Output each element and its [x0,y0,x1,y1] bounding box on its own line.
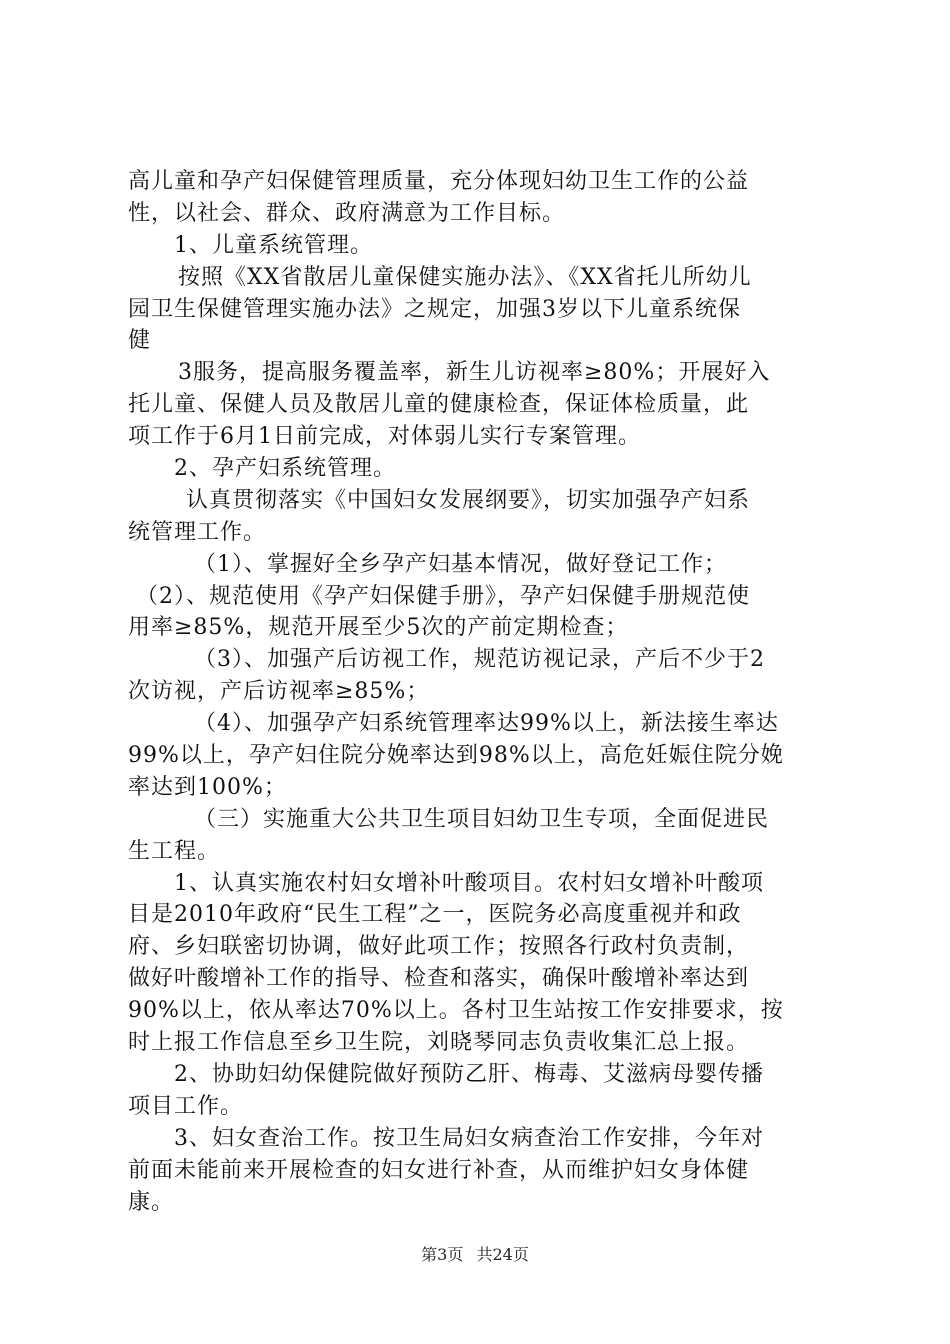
text-line: 率达到100%； [128,774,287,800]
text-line: 用率≥85%，规范开展至少5次的产前定期检查； [128,615,629,641]
text-line: 1、认真实施农村妇女增补叶酸项目。农村妇女增补叶酸项 [174,870,764,896]
text-line: 前面未能前来开展检查的妇女进行补查，从而维护妇女身体健 [128,1157,750,1183]
text-line: 府、乡妇联密切协调，做好此项工作；按照各行政村负责制， [128,934,750,960]
list-item: （1）、掌握好全乡孕产妇基本情况，做好登记工作； [194,551,727,577]
text-line: 90%以上，依从率达70%以上。各村卫生站按工作安排要求，按 [128,998,784,1024]
text-line: 高儿童和孕产妇保健管理质量，充分体现妇幼卫生工作的公益 [128,169,750,194]
text-line: 做好叶酸增补工作的指导、检查和落实，确保叶酸增补率达到 [128,966,750,992]
text-line: 99%以上，孕产妇住院分娩率达到98%以上，高危妊娠住院分娩 [128,743,784,769]
text-line: 托儿童、保健人员及散居儿童的健康检查，保证体检质量，此 [128,392,750,418]
text-line: 健 [128,328,152,354]
page-number: 第3页 [421,1245,464,1264]
text-line: 项工作于6月1日前完成，对体弱儿实行专案管理。 [128,424,641,450]
list-item: （4）、加强孕产妇系统管理率达99%以上，新法接生率达 [194,711,779,737]
list-item: （3）、加强产后访视工作，规范访视记录，产后不少于2 [194,647,765,673]
text-line: 时上报工作信息至乡卫生院，刘晓琴同志负责收集汇总上报。 [128,1030,750,1056]
text-line: 目是2010年政府“民生工程”之一，医院务必高度重视并和政 [128,902,742,928]
section-heading: （三）实施重大公共卫生项目妇幼卫生专项，全面促进民 [194,806,770,832]
text-line: 次访视，产后访视率≥85%； [128,679,430,705]
text-line: 统管理工作。 [128,519,267,545]
list-item: （2）、规范使用《孕产妇保健手册》，孕产妇保健手册规范使 [136,583,750,609]
text-line: 康。 [128,1189,175,1215]
document-body [128,166,828,1218]
page-total: 共24页 [476,1245,529,1264]
text-line: 认真贯彻落实《中国妇女发展纲要》，切实加强孕产妇系 [186,487,751,513]
text-line: 性，以社会、群众、政府满意为工作目标。 [128,200,566,226]
text-line: 2、协助妇幼保健院做好预防乙肝、梅毒、艾滋病母婴传播 [174,1061,764,1087]
text-line: 按照《XX省散居儿童保健实施办法》、《XX省托儿所幼儿 [178,264,752,290]
text-line: 3服务，提高服务覆盖率，新生儿访视率≥80%；开展好入 [178,360,771,386]
section-heading: 2、孕产妇系统管理。 [174,456,396,482]
text-line: 3、妇女查治工作。按卫生局妇女病查治工作安排，今年对 [174,1125,764,1151]
text-line: 项目工作。 [128,1093,244,1119]
text-line: 生工程。 [128,838,221,864]
page-footer [0,1242,950,1265]
text-line: 园卫生保健管理实施办法》之规定，加强3岁以下儿童系统保 [128,296,741,322]
section-heading: 1、儿童系统管理。 [174,232,373,258]
